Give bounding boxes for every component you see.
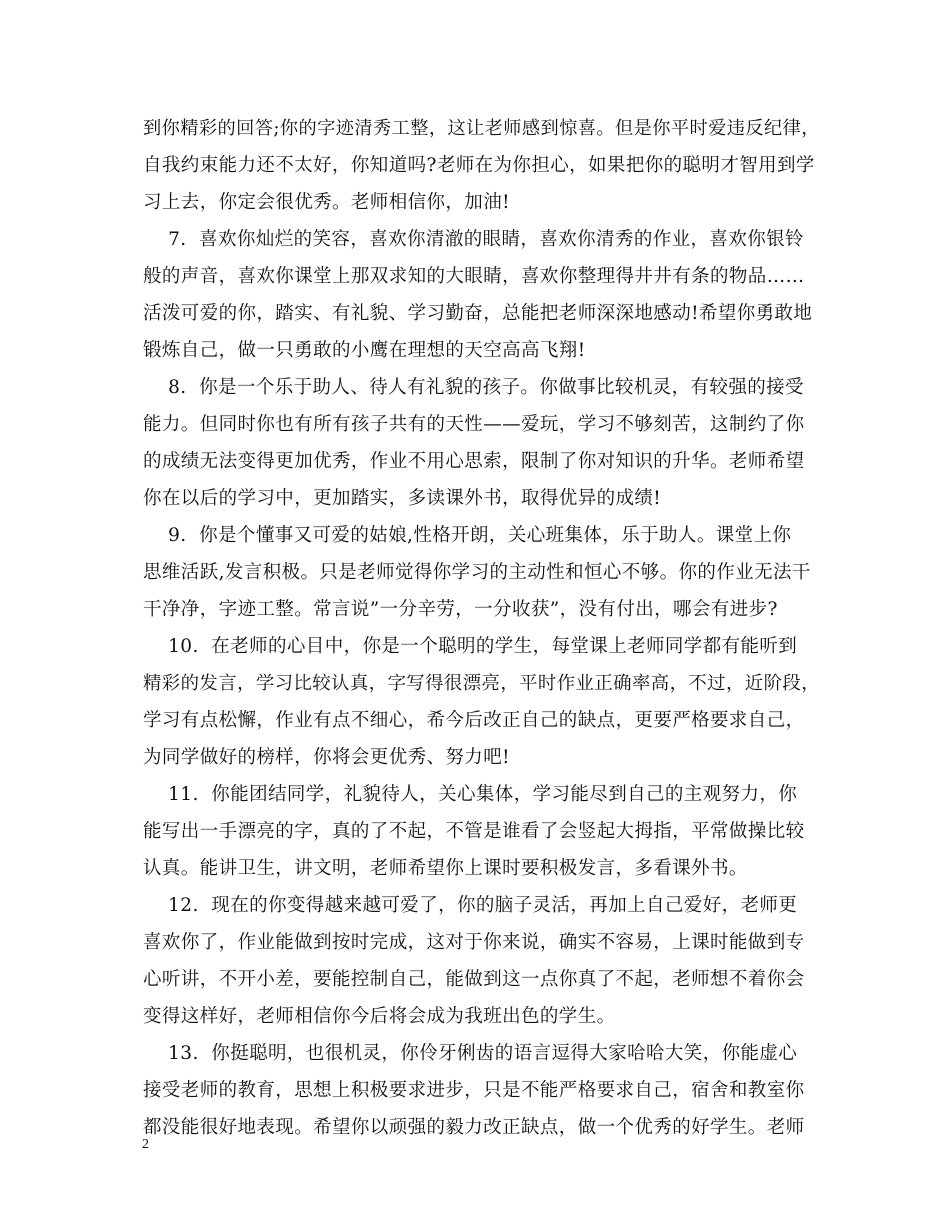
text-line: 活泼可爱的你，踏实、有礼貌、学习勤奋，总能把老师深深地感动!希望你勇敢地: [143, 303, 813, 324]
text-line: 变得这样好，老师相信你今后将会成为我班出色的学生。: [143, 1006, 616, 1027]
text-line: 13. 你挺聪明，也很机灵，你伶牙俐齿的语言逗得大家哈哈大笑，你能虚心: [143, 1043, 798, 1064]
text-line: 思维活跃,发言积极。只是老师觉得你学习的主动性和恒心不够。你的作业无法干: [143, 562, 811, 583]
text-line: 9. 你是个懂事又可爱的姑娘,性格开朗，关心班集体，乐于助人。课堂上你: [143, 525, 792, 546]
page-number: 2: [142, 1137, 149, 1152]
text-line: 都没能很好地表现。希望你以顽强的毅力改正缺点，做一个优秀的好学生。老师: [143, 1117, 805, 1138]
text-line: 般的声音，喜欢你课堂上那双求知的大眼睛，喜欢你整理得井井有条的物品……: [143, 266, 805, 287]
text-line: 精彩的发言，学习比较认真，字写得很漂亮，平时作业正确率高，不过，近阶段，: [143, 673, 821, 694]
text-line: 锻炼自己，做一只勇敢的小鹰在理想的天空高高飞翔!: [143, 340, 586, 361]
text-line: 10. 在老师的心目中，你是一个聪明的学生，每堂课上老师同学都有能听到: [143, 636, 798, 657]
text-line: 心听讲，不开小差，要能控制自己，能做到这一点你真了不起，老师想不着你会: [143, 969, 805, 990]
text-line: 习上去，你定会很优秀。老师相信你，加油!: [143, 192, 510, 213]
text-line: 喜欢你了，作业能做到按时完成，这对于你来说，确实不容易，上课时能做到专: [143, 932, 805, 953]
text-line: 认真。能讲卫生，讲文明，老师希望你上课时要积极发言，多看课外书。: [143, 858, 748, 879]
text-line: 接受老师的教育，思想上积极要求进步，只是不能严格要求自己，宿舍和教室你: [143, 1080, 805, 1101]
text-line: 到你精彩的回答;你的字迹清秀工整，这让老师感到惊喜。但是你平时爱违反纪律，: [143, 118, 820, 139]
text-line: 7. 喜欢你灿烂的笑容，喜欢你清澈的眼睛，喜欢你清秀的作业，喜欢你银铃: [143, 229, 804, 250]
text-line: 11. 你能团结同学，礼貌待人，关心集体，学习能尽到自己的主观努力，你: [143, 784, 798, 805]
text-line: 学习有点松懈，作业有点不细心，希今后改正自己的缺点，更要严格要求自己，: [143, 710, 805, 731]
text-line: 为同学做好的榜样，你将会更优秀、努力吧!: [143, 747, 510, 768]
text-line: 12. 现在的你变得越来越可爱了，你的脑子灵活，再加上自己爱好，老师更: [143, 895, 798, 916]
text-line: 能力。但同时你也有所有孩子共有的天性——爱玩，学习不够刻苦，这制约了你: [143, 414, 805, 435]
text-line: 的成绩无法变得更加优秀，作业不用心思索，限制了你对知识的升华。老师希望: [143, 451, 805, 472]
text-line: 自我约束能力还不太好，你知道吗?老师在为你担心，如果把你的聪明才智用到学: [143, 155, 815, 176]
text-line: 能写出一手漂亮的字，真的了不起，不管是谁看了会竖起大拇指，平常做操比较: [143, 821, 805, 842]
text-line: 你在以后的学习中，更加踏实，多读课外书，取得优异的成绩!: [143, 488, 662, 509]
text-line: 8. 你是一个乐于助人、待人有礼貌的孩子。你做事比较机灵，有较强的接受: [143, 377, 804, 398]
text-line: 干净净，字迹工整。常言说”一分辛劳，一分收获”，没有付出，哪会有进步?: [143, 599, 778, 620]
